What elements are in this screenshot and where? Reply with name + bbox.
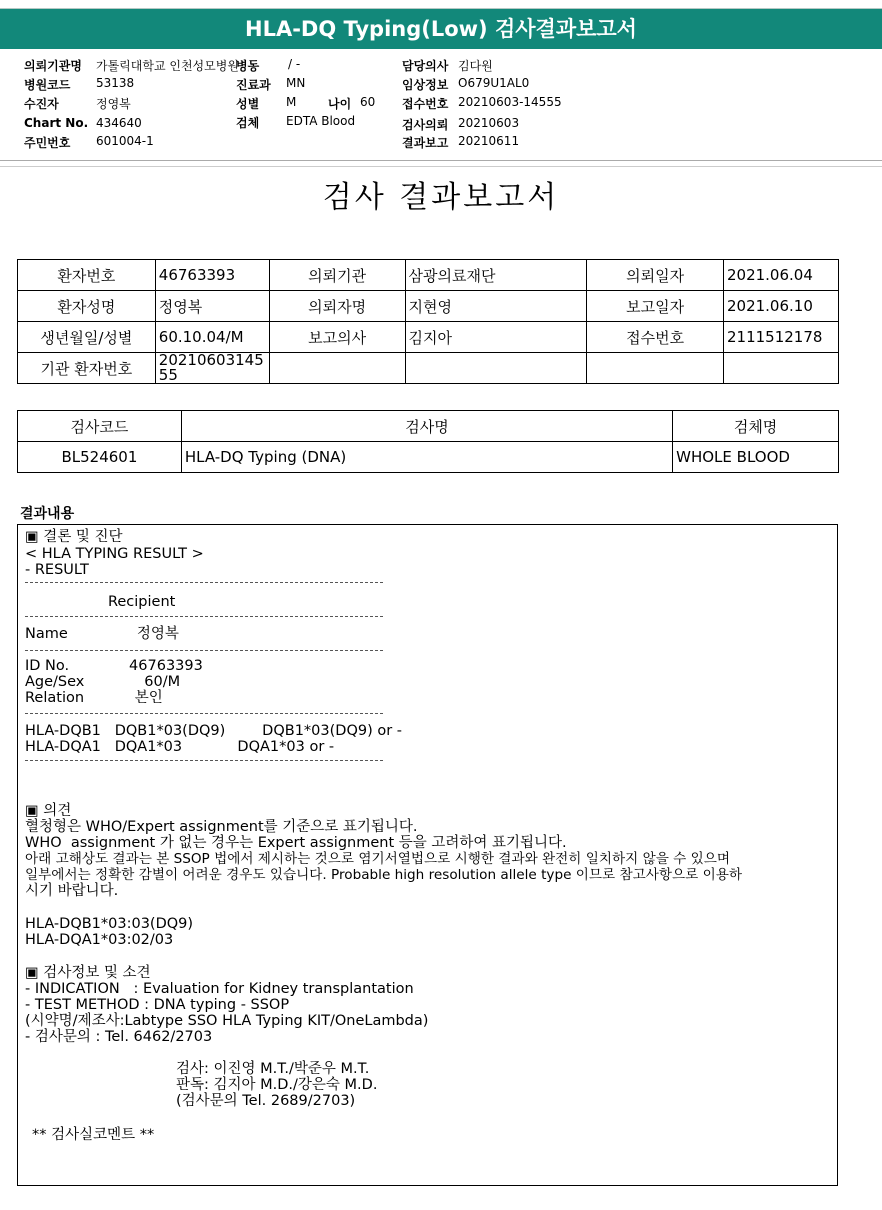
patient-name-value: 정영복 bbox=[155, 291, 269, 322]
result-line: Relation 본인 bbox=[25, 690, 163, 706]
result-line: - 검사문의 : Tel. 6462/2703 bbox=[25, 1029, 213, 1045]
empty-cell bbox=[587, 353, 724, 384]
table-row bbox=[18, 411, 839, 442]
header-label: 병원코드 bbox=[24, 78, 71, 92]
header-label: 진료과 bbox=[236, 78, 271, 92]
test-code-header: 검사코드 bbox=[18, 411, 182, 442]
divider bbox=[25, 650, 383, 651]
header-value: MN bbox=[286, 76, 306, 90]
header-value: 60 bbox=[360, 95, 376, 109]
result-line: 일부에서는 정확한 감별이 어려운 경우도 있습니다. Probable high resolution allele type 이므로 참고사항으로 이용하 bbox=[25, 867, 743, 883]
result-line: ID No. 46763393 bbox=[25, 658, 203, 674]
header-label: 담당의사 bbox=[402, 59, 449, 73]
header-value: 434640 bbox=[96, 116, 142, 130]
report-banner: HLA-DQ Typing(Low) 검사결과보고서 bbox=[0, 8, 882, 49]
header-label: 검체 bbox=[236, 116, 260, 130]
table-row bbox=[18, 442, 839, 473]
header-divider bbox=[0, 166, 882, 167]
header-value: 20210603 bbox=[458, 116, 520, 130]
header-value: 김다원 bbox=[458, 59, 493, 73]
divider bbox=[25, 582, 383, 583]
institution-patient-no-value: 2021060314555 bbox=[155, 353, 269, 384]
receipt-no-value: 2111512178 bbox=[723, 322, 838, 353]
requester-value: 지현영 bbox=[405, 291, 587, 322]
test-name-value: HLA-DQ Typing (DNA) bbox=[181, 442, 672, 473]
result-line: - INDICATION : Evaluation for Kidney transplantation bbox=[25, 981, 414, 997]
divider bbox=[25, 713, 383, 714]
specimen-header: 검체명 bbox=[673, 411, 839, 442]
divider bbox=[25, 616, 383, 617]
specimen-value: WHOLE BLOOD bbox=[673, 442, 839, 473]
header-value: 53138 bbox=[96, 76, 135, 90]
table-row bbox=[18, 353, 839, 384]
header-label: 주민번호 bbox=[24, 136, 71, 150]
reporting-doctor-value: 김지아 bbox=[405, 322, 587, 353]
divider bbox=[25, 760, 383, 761]
requesting-org-value: 삼광의료재단 bbox=[405, 260, 587, 291]
page-title: 검사 결과보고서 bbox=[322, 180, 560, 215]
receipt-no-label: 접수번호 bbox=[587, 322, 724, 353]
header-value: 정영복 bbox=[96, 97, 131, 111]
header-value: EDTA Blood bbox=[286, 114, 356, 128]
header-label: 검사의뢰 bbox=[402, 118, 449, 132]
test-info-table bbox=[17, 410, 839, 473]
report-date-value: 2021.06.10 bbox=[723, 291, 838, 322]
table-row bbox=[18, 260, 839, 291]
header-label: 나이 bbox=[328, 97, 352, 111]
header-label: 결과보고 bbox=[402, 136, 449, 150]
header-value: M bbox=[286, 95, 297, 109]
result-line: HLA-DQB1*03:03(DQ9) bbox=[25, 916, 194, 932]
requester-label: 의뢰자명 bbox=[269, 291, 405, 322]
header-label: Chart No. bbox=[24, 116, 89, 130]
result-line: ▣ 검사정보 및 소견 bbox=[25, 965, 151, 981]
patient-id-label: 환자번호 bbox=[18, 260, 156, 291]
result-content-box bbox=[17, 524, 838, 1186]
result-section-label: 결과내용 bbox=[20, 506, 75, 522]
result-line: (시약명/제조사:Labtype SSO HLA Typing KIT/OneLambda) bbox=[25, 1013, 429, 1029]
result-line: - TEST METHOD : DNA typing - SSOP bbox=[25, 997, 290, 1013]
request-date-label: 의뢰일자 bbox=[587, 260, 724, 291]
table-row bbox=[18, 322, 839, 353]
result-line: HLA-DQB1 DQB1*03(DQ9) DQB1*03(DQ9) or - bbox=[25, 723, 403, 739]
empty-cell bbox=[269, 353, 405, 384]
result-line: HLA-DQA1 DQA1*03 DQA1*03 or - bbox=[25, 739, 335, 755]
empty-cell bbox=[405, 353, 587, 384]
table-row bbox=[18, 291, 839, 322]
requesting-org-label: 의뢰기관 bbox=[269, 260, 405, 291]
reporting-doctor-label: 보고의사 bbox=[269, 322, 405, 353]
patient-info-table bbox=[17, 259, 839, 384]
result-line: ▣ 의견 bbox=[25, 803, 72, 819]
result-line: 아래 고해상도 결과는 본 SSOP 법에서 제시하는 것으로 염기서열법으로 시행한 결과와 완전히 일치하지 않을 수 있으며 bbox=[25, 851, 731, 867]
header-value: / - bbox=[288, 57, 301, 71]
report-date-label: 보고일자 bbox=[587, 291, 724, 322]
result-line: ** 검사실코멘트 ** bbox=[32, 1127, 155, 1143]
request-date-value: 2021.06.04 bbox=[723, 260, 838, 291]
result-line: HLA-DQA1*03:02/03 bbox=[25, 932, 174, 948]
result-line: < HLA TYPING RESULT > bbox=[25, 546, 204, 562]
header-value: 601004-1 bbox=[96, 134, 154, 148]
result-line: 판독: 김지아 M.D./강은숙 M.D. bbox=[176, 1077, 378, 1093]
result-line: Name 정영복 bbox=[25, 626, 179, 642]
institution-patient-no-label: 기관 환자번호 bbox=[18, 353, 156, 384]
result-line: WHO assignment 가 없는 경우는 Expert assignment 등을 고려하여 표기됩니다. bbox=[25, 835, 567, 851]
header-value: 20210603-14555 bbox=[458, 95, 562, 109]
header-label: 수진자 bbox=[24, 97, 59, 111]
patient-name-label: 환자성명 bbox=[18, 291, 156, 322]
dob-sex-label: 생년월일/성별 bbox=[18, 322, 156, 353]
patient-id-value: 46763393 bbox=[155, 260, 269, 291]
empty-cell bbox=[723, 353, 838, 384]
result-line: (검사문의 Tel. 2689/2703) bbox=[176, 1093, 356, 1109]
header-value: 20210611 bbox=[458, 134, 520, 148]
header-value: O679U1AL0 bbox=[458, 76, 530, 90]
header-label: 의뢰기관명 bbox=[24, 59, 82, 73]
test-code-value: BL524601 bbox=[18, 442, 182, 473]
result-line: ▣ 결론 및 진단 bbox=[25, 529, 123, 545]
result-line: 혈청형은 WHO/Expert assignment를 기준으로 표기됩니다. bbox=[25, 819, 418, 835]
header-divider bbox=[0, 160, 882, 161]
result-line: 검사: 이진영 M.T./박준우 M.T. bbox=[176, 1061, 370, 1077]
header-label: 성별 bbox=[236, 97, 260, 111]
header-label: 병동 bbox=[236, 59, 260, 73]
test-name-header: 검사명 bbox=[181, 411, 672, 442]
result-line: 시기 바랍니다. bbox=[25, 883, 119, 899]
result-line: - RESULT bbox=[25, 562, 89, 578]
header-value: 가톨릭대학교 인천성모병원 bbox=[96, 59, 239, 73]
result-line: Recipient bbox=[25, 594, 176, 610]
header-label: 접수번호 bbox=[402, 97, 449, 111]
dob-sex-value: 60.10.04/M bbox=[155, 322, 269, 353]
result-line: Age/Sex 60/M bbox=[25, 674, 181, 690]
header-label: 임상정보 bbox=[402, 78, 449, 92]
